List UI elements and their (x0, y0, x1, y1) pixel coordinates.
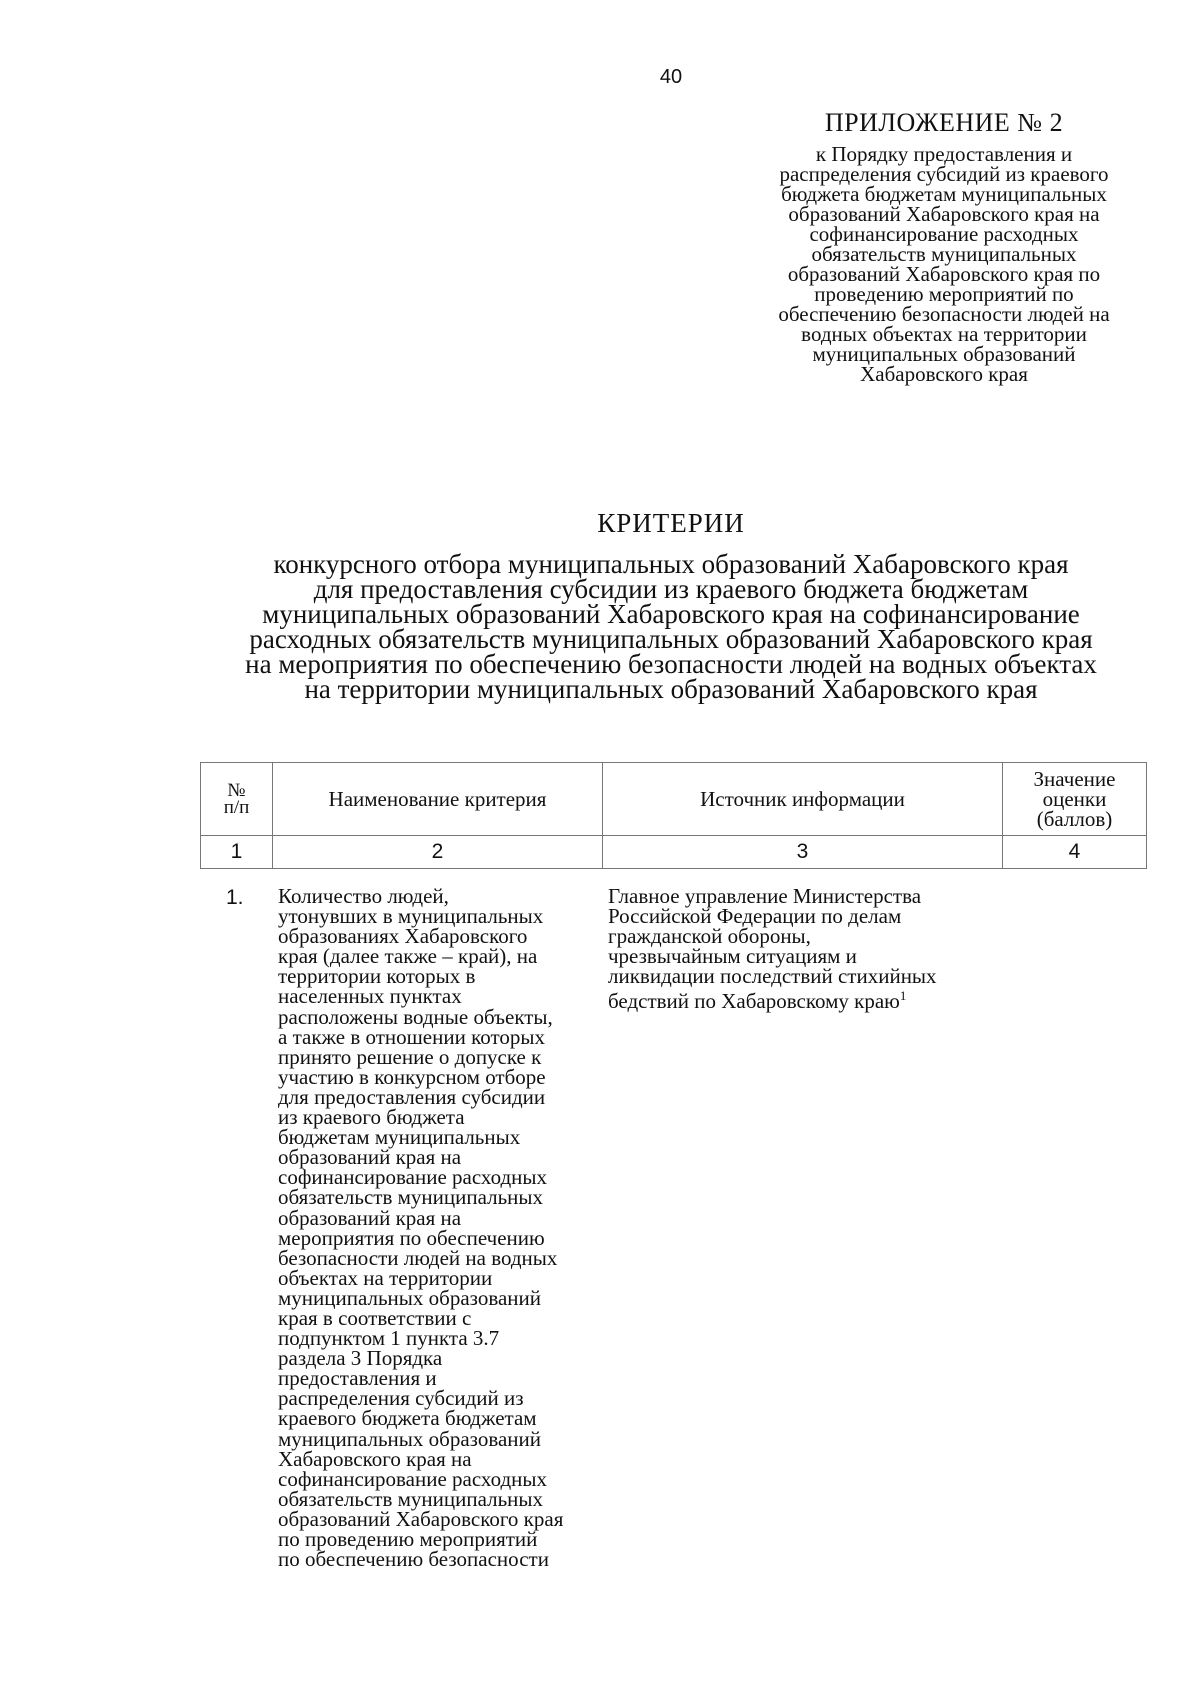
row-source (608, 886, 1008, 1011)
row-number: 1. (226, 886, 244, 909)
header-num-line1: № (227, 780, 246, 801)
header-num-line2: п/п (223, 797, 250, 818)
row-source-text: Главное управление Министерства Российской Федерации по делам гражданской обороны, чрезвычайным ситуациям и ликвидации последствий стихийных бедствий по Хабаровскому краю (608, 884, 937, 1013)
header-value (1003, 763, 1147, 836)
table-row (200, 886, 1146, 1576)
appendix-title: ПРИЛОЖЕНИЕ № 2 (824, 108, 1064, 137)
header-value-line1: Значение (1033, 767, 1116, 791)
table-header-row (201, 763, 1147, 836)
criteria-title: КРИТЕРИИ (597, 508, 745, 538)
criteria-table (200, 762, 1147, 869)
header-value-line2: оценки (1042, 787, 1107, 811)
column-number: 4 (1003, 836, 1147, 869)
column-number: 2 (273, 836, 603, 869)
column-number: 1 (201, 836, 273, 869)
header-name: Наименование критерия (273, 763, 603, 836)
header-num (201, 763, 273, 836)
appendix-block (748, 108, 1140, 384)
column-number-row (201, 836, 1147, 869)
header-value-line3: (баллов) (1036, 807, 1113, 831)
appendix-text: к Порядку предоставления и распределения субсидий из краевого бюджета бюджетам муниципальных образований Хабаровского края на софинансирование расходных обязательств муниципальных образований Хабаровского края по проведению мероприятий по обеспечению безопасности людей на водных объектах на территории муниципальных образований Хабаровского края (778, 142, 1110, 386)
row-criterion-name: Количество людей, утонувших в муниципальных образованиях Хабаровского края (далее также – край), на территории которых в населенных пунктах расположены водные объекты, а также в отношении которых принято решение о допуске к участию в конкурсном отборе для предоставления субсидии из краевого бюджета бюджетам муниципальных образований края на софинансирование расходных обязательств муниципальных образований края на мероприятия по обеспечению безопасности людей на водных объектах на территории муниципальных образований края в соответствии с подпунктом 1 пункта 3.7 раздела 3 Порядка предоставления и распределения субсидий из краевого бюджета бюджетам муниципальных образований Хабаровского края на софинансирование расходных обязательств муниципальных образований Хабаровского края по проведению мероприятий по обеспечению безопасности (278, 884, 564, 1572)
criteria-subtitle: конкурсного отбора муниципальных образований Хабаровского края для предоставления субсидии из краевого бюджета бюджетам муниципальных образований Хабаровского края на софинансирование расходных обязательств муниципальных образований Хабаровского края на мероприятия по обеспечению безопасности людей на водных объектах на территории муниципальных образований Хабаровского края (245, 549, 1097, 704)
column-number: 3 (603, 836, 1003, 869)
page-number: 40 (659, 66, 683, 88)
header-source: Источник информации (603, 763, 1003, 836)
footnote-marker: 1 (899, 988, 907, 1003)
